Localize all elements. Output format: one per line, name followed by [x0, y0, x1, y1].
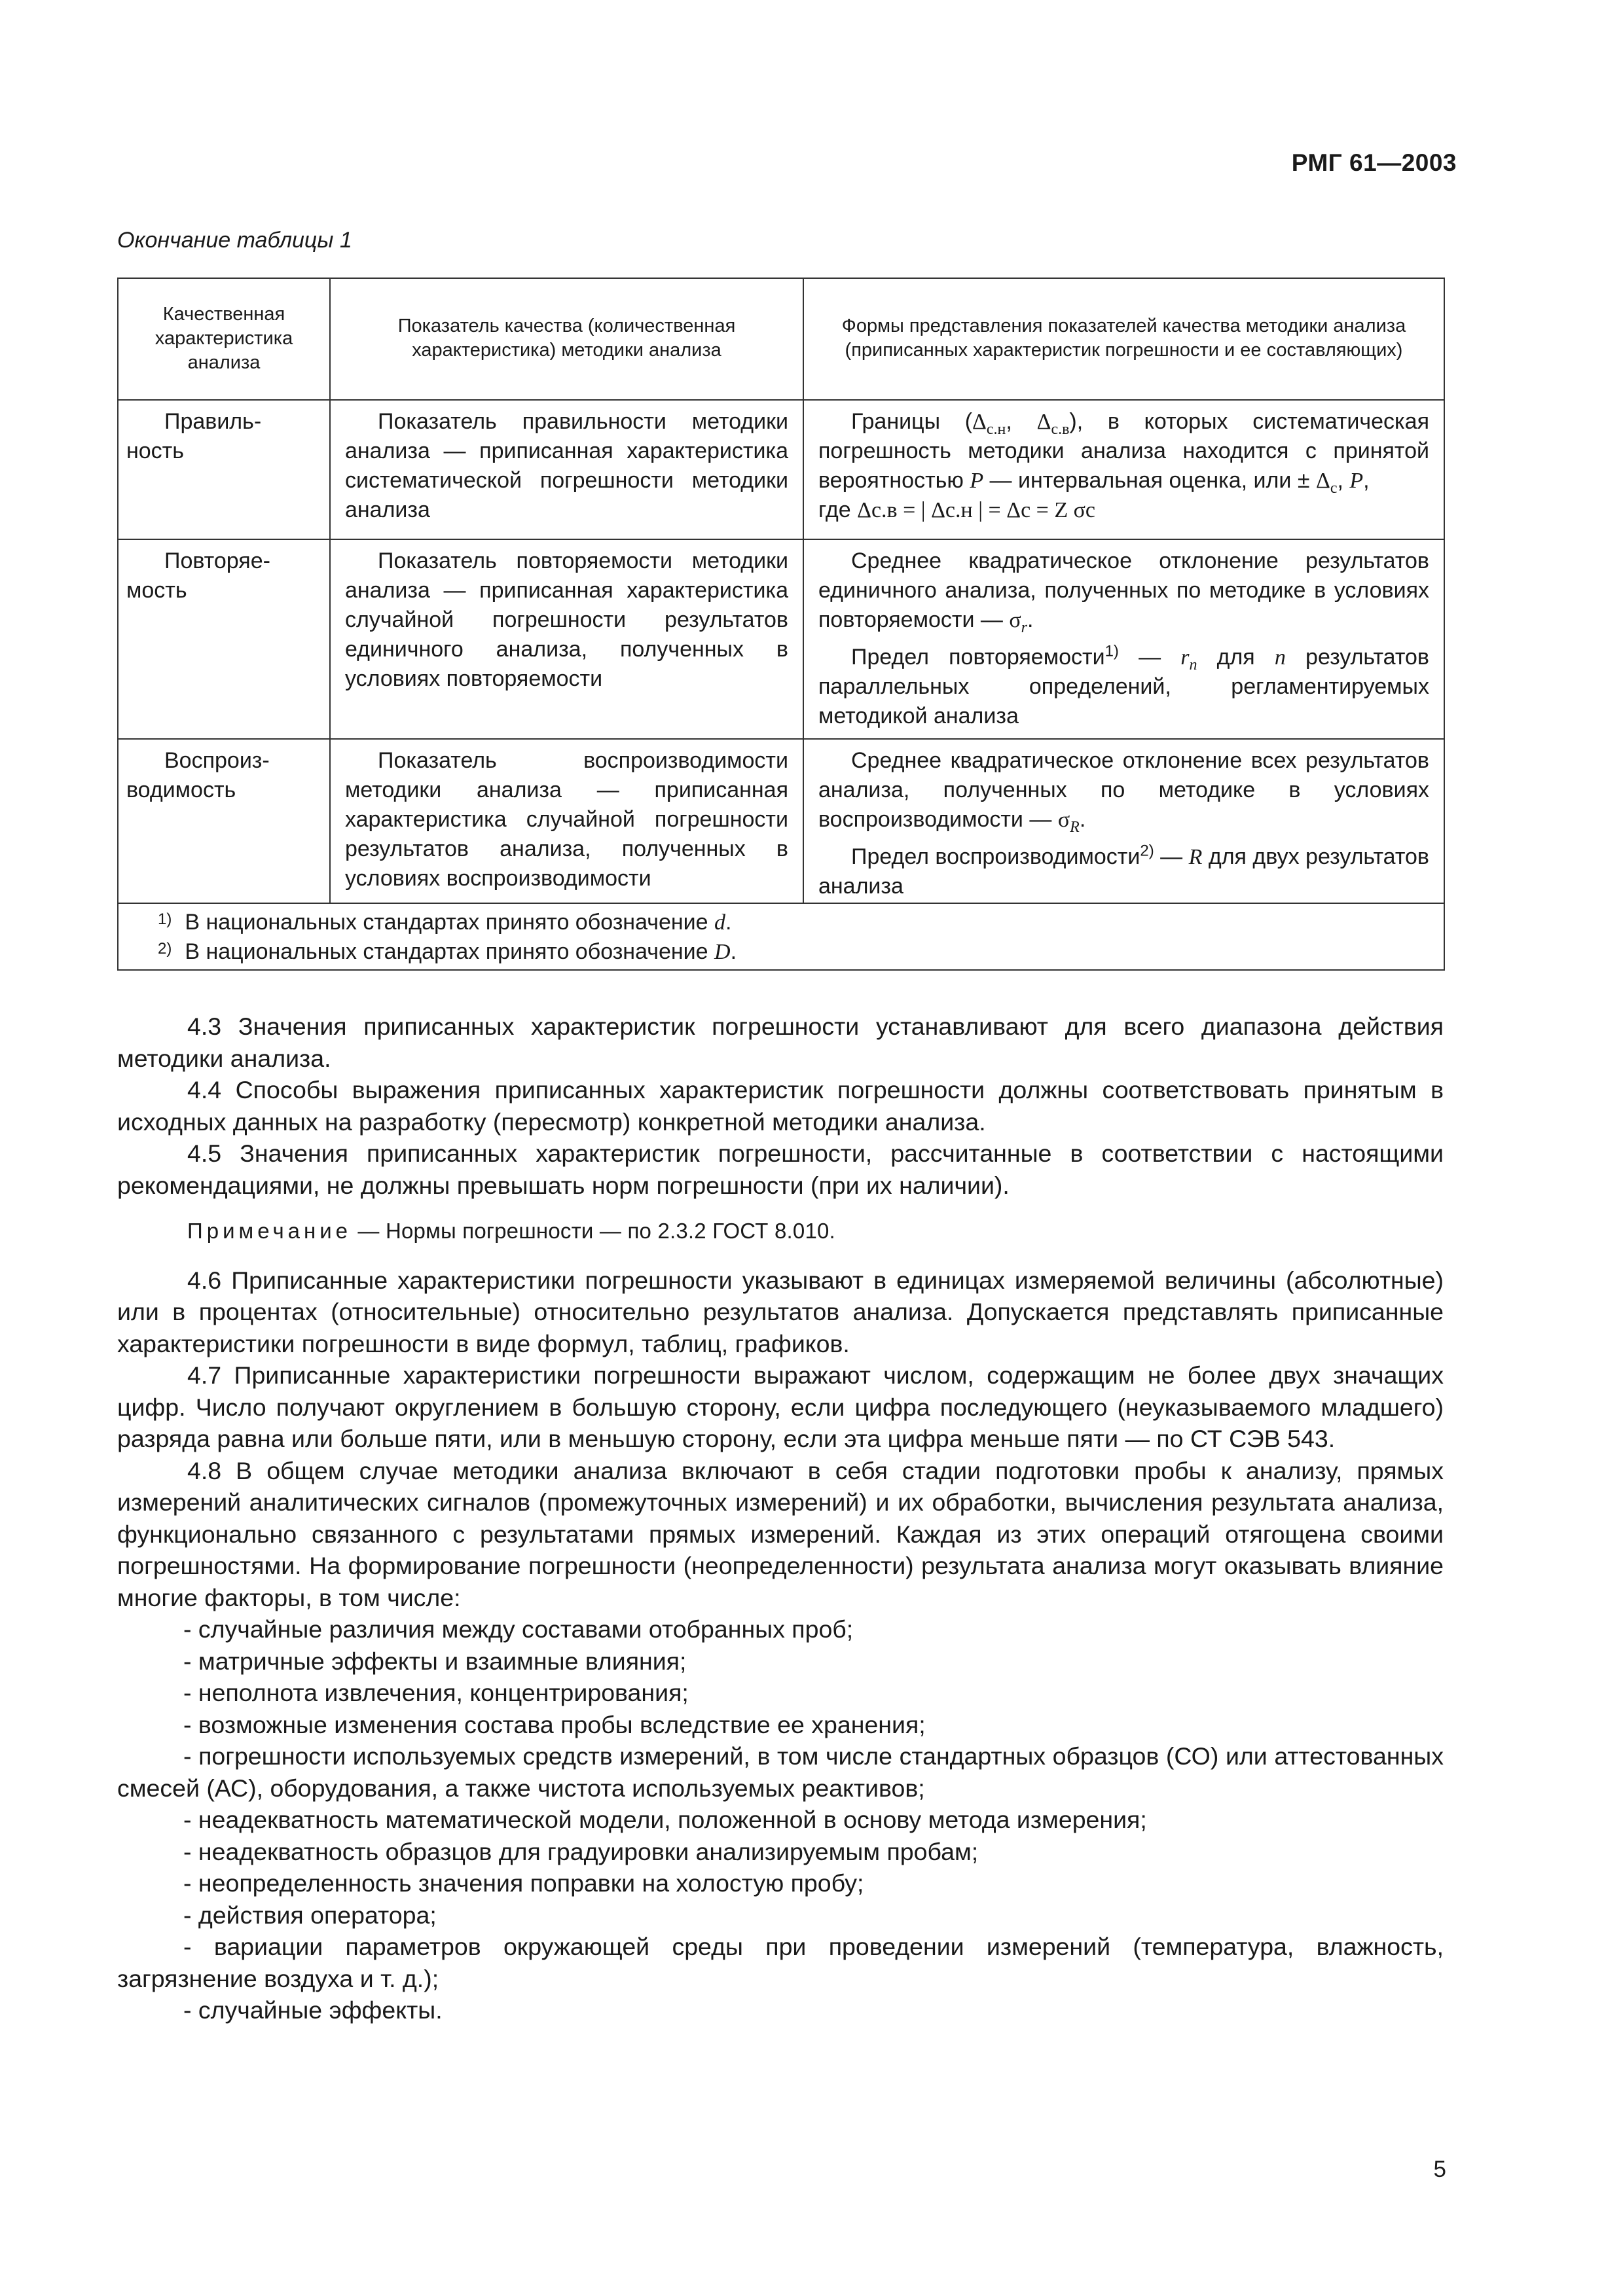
characteristic-line: ность [126, 439, 184, 463]
characteristic-cell [118, 739, 330, 903]
list-item: - неадекватность образцов для градуировки анализируемым пробам; [183, 1837, 979, 1865]
list-item: - неполнота извлечения, концентрирования; [183, 1679, 689, 1706]
footnote-mark: 1) [158, 910, 172, 928]
text-run: , [1337, 468, 1350, 493]
note-text: — Нормы погрешности — по 2.3.2 ГОСТ 8.010. [352, 1219, 835, 1243]
text-run: . [1027, 607, 1034, 632]
column-header: Формы представления показателей качества методики анализа (приписанных характеристик погрешности и ее составляющих) [803, 278, 1444, 400]
math-variable: D [714, 940, 731, 964]
table-footnotes-row [118, 903, 1444, 970]
paragraph-4-5: 4.5 Значения приписанных характеристик погрешности, рассчитанные в соответствии с настоящими рекомендациями, не должны превышать норм погрешности (при их наличии). [117, 1139, 1444, 1199]
paragraph-4-7: 4.7 Приписанные характеристики погрешности выражают числом, содержащим не более двух значащих цифр. Число получают округлением в большую сторону, если цифра последующего (неуказываемого младшего) разряда равна или больше пяти, или в меньшую сторону, если эта цифра меньше пяти — по СТ СЭВ 543. [117, 1361, 1444, 1452]
text-run: — [1118, 645, 1181, 670]
delta-symbol: Δ [1036, 410, 1051, 434]
indicator-cell [330, 539, 803, 739]
form-text [818, 842, 1429, 901]
subscript: r [1021, 619, 1027, 636]
text-run: ), в которых систематическая погрешность методики анализа находится с принятой вероятностью [818, 409, 1429, 493]
page-number: 5 [1433, 2157, 1446, 2182]
sigma-symbol: σ [1057, 808, 1070, 832]
text-run: Предел воспроизводимости [851, 844, 1140, 869]
text-run: , [1363, 468, 1370, 493]
text-run: для двух результатов анализа [818, 844, 1429, 899]
paragraph-4-8: 4.8 В общем случае методики анализа включают в себя стадии подготовки пробы к анализу, прямых измерений аналитических сигналов (промежуточных измерений) и их обработки, вычисления результата анализа, функционально связанного с результатами прямых измерений. Каждая из этих операций отягощена своими погрешностями. На формирование погрешности (неопределенности) результата анализа могут оказывать влияние многие факторы, в том числе: [117, 1456, 1444, 1611]
text-run: результатов параллельных определений, регламентируемых методикой анализа [818, 645, 1429, 728]
math-variable: n [1274, 645, 1286, 670]
paragraph-4-6: 4.6 Приписанные характеристики погрешности указывают в единицах измеряемой величины (абсолютные) или в процентах (относительные) относительно результатов анализа. Допускается представлять приписанные характеристики погрешности в виде формул, таблиц, графиков. [117, 1266, 1444, 1357]
footnote [158, 908, 1429, 937]
table-row [118, 400, 1444, 539]
quality-table [117, 278, 1445, 971]
list-item: - возможные изменения состава пробы вследствие ее хранения; [183, 1710, 926, 1738]
characteristic-line: мость [126, 578, 187, 603]
footnote-text: В национальных стандартах принято обозначение [185, 939, 714, 964]
delta-symbol: Δ [972, 410, 987, 434]
list-item: - случайные различия между составами отобранных проб; [183, 1615, 854, 1643]
formula: Δс.в = | Δс.н | = Δс = Z σс [857, 498, 1096, 522]
math-variable: r [1180, 645, 1190, 670]
indicator-text: Показатель воспроизводимости методики анализа — приписанная характеристика случайной погрешности результатов анализа, полученных в условиях воспроизводимости [345, 748, 788, 891]
form-text [818, 746, 1429, 834]
text-run: . [730, 939, 737, 964]
math-variable: P [1349, 469, 1364, 493]
text-run: — [1154, 844, 1189, 869]
text-run: Среднее квадратическое отклонение всех результатов анализа, полученных по методике в условиях воспроизводимости — [818, 748, 1429, 832]
footnote-text: В национальных стандартах принято обозначение [185, 910, 714, 935]
math-variable: R [1188, 845, 1203, 869]
form-cell [803, 400, 1444, 539]
delta-symbol: Δ [1315, 469, 1330, 493]
note [117, 1215, 1444, 1247]
form-cell [803, 739, 1444, 903]
list-item: - неопределенность значения поправки на холостую пробу; [183, 1869, 864, 1897]
body-text [117, 1011, 1444, 2026]
characteristic-cell [118, 539, 330, 739]
text-run: . [1079, 807, 1086, 832]
form-text [818, 407, 1429, 525]
subscript: с.в [1051, 420, 1070, 438]
subscript: n [1189, 656, 1197, 673]
footnotes-cell [118, 903, 1444, 970]
paragraph-4-4: 4.4 Способы выражения приписанных характеристик погрешности должны соответствовать принятым в исходных данных на разработку (пересмотр) конкретной методики анализа. [117, 1076, 1444, 1136]
text-run: — интервальная оценка, или ± [983, 468, 1316, 493]
list-item: - случайные эффекты. [183, 1996, 443, 2024]
table-row [118, 539, 1444, 739]
indicator-cell [330, 400, 803, 539]
subscript: с [1330, 479, 1338, 497]
characteristic-line: Повторяе- [164, 548, 270, 573]
column-header: Качественная характеристика анализа [118, 278, 330, 400]
indicator-text: Показатель правильности методики анализа — приписанная характеристика систематической погрешности методики анализа [345, 409, 788, 522]
subscript: с.н [986, 420, 1006, 438]
text-run: для [1197, 645, 1275, 670]
text-run: Границы ( [851, 409, 973, 434]
text-run: Среднее квадратическое отклонение результатов единичного анализа, полученных по методике в условиях повторяемости — [818, 548, 1429, 632]
math-variable: P [970, 469, 984, 493]
math-variable: d [714, 910, 725, 935]
note-label: Примечание [187, 1219, 352, 1243]
characteristic-line: Воспроиз- [164, 748, 270, 773]
list-item: - вариации параметров окружающей среды при проведении измерений (температура, влажность, загрязнение воздуха и т. д.); [117, 1933, 1444, 1992]
characteristic-line: водимость [126, 778, 236, 802]
form-text [818, 547, 1429, 635]
text-run: , [1006, 409, 1037, 434]
text-run: Предел повторяемости [851, 645, 1105, 670]
list-item: - погрешности используемых средств измерений, в том числе стандартных образцов (СО) или аттестованных смесей (АС), оборудования, а также чистота используемых реактивов; [117, 1742, 1444, 1802]
paragraph-4-3: 4.3 Значения приписанных характеристик погрешности устанавливают для всего диапазона действия методики анализа. [117, 1013, 1444, 1072]
form-cell [803, 539, 1444, 739]
table-row [118, 739, 1444, 903]
characteristic-cell [118, 400, 330, 539]
indicator-cell [330, 739, 803, 903]
text-run: где [818, 497, 858, 522]
characteristic-line: Правиль- [164, 409, 262, 434]
document-code: РМГ 61—2003 [1291, 149, 1457, 176]
table-caption: Окончание таблицы 1 [117, 228, 352, 253]
column-header: Показатель качества (количественная характеристика) методики анализа [330, 278, 803, 400]
table-header-row [118, 278, 1444, 400]
footnote-mark: 2) [1140, 842, 1154, 860]
footnote-mark: 1) [1104, 642, 1119, 660]
list-item: - действия оператора; [183, 1901, 437, 1929]
text-run: . [725, 910, 732, 935]
list-item: - неадекватность математической модели, положенной в основу метода измерения; [183, 1806, 1147, 1833]
indicator-text: Показатель повторяемости методики анализа — приписанная характеристика случайной погрешности результатов единичного анализа, полученных в условиях повторяемости [345, 548, 788, 691]
footnote [158, 937, 1429, 967]
sigma-symbol: σ [1009, 608, 1021, 632]
list-item: - матричные эффекты и взаимные влияния; [183, 1647, 687, 1675]
footnote-mark: 2) [158, 940, 172, 958]
subscript: R [1070, 818, 1080, 836]
form-text [818, 643, 1429, 731]
